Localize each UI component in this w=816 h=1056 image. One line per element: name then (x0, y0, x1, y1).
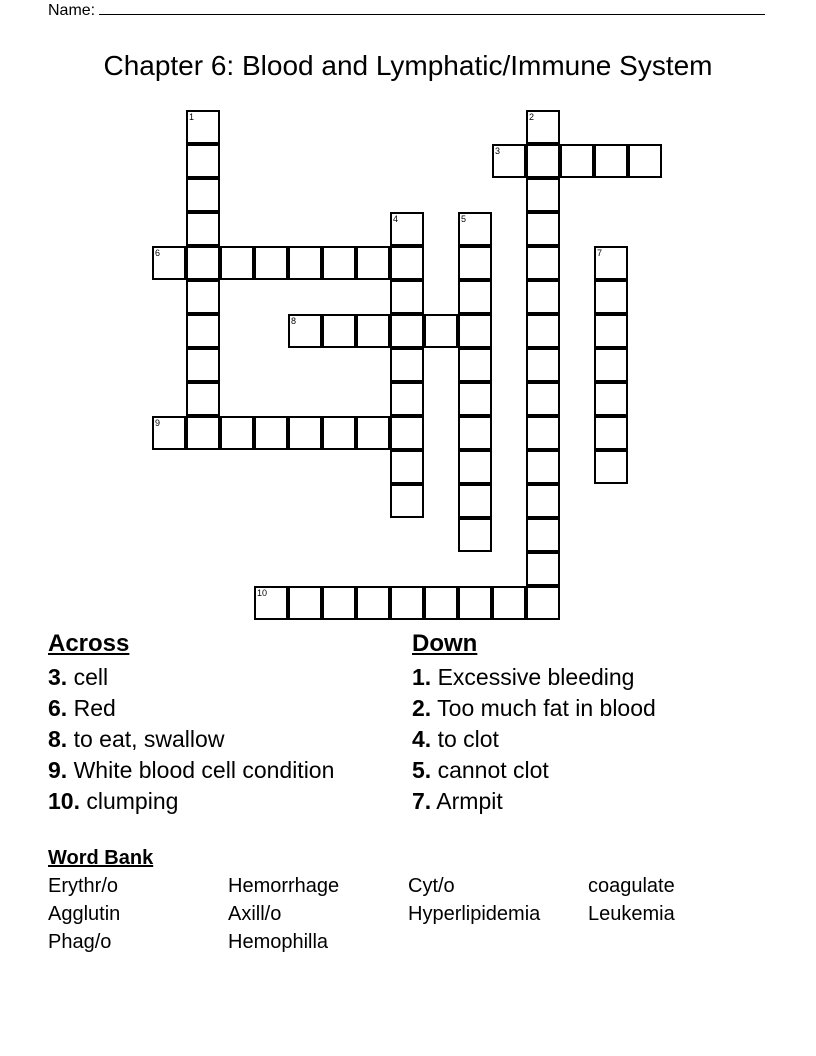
clue-number: 4 (393, 214, 399, 224)
crossword-cell[interactable] (594, 280, 628, 314)
crossword-cell[interactable] (492, 586, 526, 620)
crossword-cell[interactable] (526, 416, 560, 450)
crossword-cell[interactable] (186, 212, 220, 246)
clue-text: Red (67, 695, 116, 721)
crossword-cell[interactable] (458, 382, 492, 416)
crossword-cell[interactable] (526, 382, 560, 416)
crossword-cell[interactable] (322, 246, 356, 280)
crossword-cell[interactable] (390, 586, 424, 620)
word-bank-heading: Word Bank (48, 847, 154, 869)
crossword-cell[interactable] (186, 178, 220, 212)
clue-item (412, 788, 503, 814)
crossword-cell[interactable] (526, 246, 560, 280)
crossword-cell[interactable] (458, 314, 492, 348)
clue-item (412, 726, 499, 752)
crossword-cell[interactable] (526, 110, 560, 144)
clue-item (412, 695, 656, 721)
word-bank-item: Hyperlipidemia (408, 903, 541, 925)
crossword-cell[interactable] (254, 246, 288, 280)
clue-item (48, 757, 334, 783)
crossword-cell[interactable] (458, 586, 492, 620)
crossword-cell[interactable] (458, 518, 492, 552)
clue-item (48, 664, 108, 690)
clue-text: cell (67, 664, 109, 690)
crossword-cell[interactable] (288, 416, 322, 450)
clue-text: clumping (79, 788, 179, 814)
word-bank-item: coagulate (588, 875, 675, 897)
crossword-cell[interactable] (288, 246, 322, 280)
crossword-cell[interactable] (322, 416, 356, 450)
crossword-cell[interactable] (628, 144, 662, 178)
word-bank-item: Axill/o (228, 903, 282, 925)
crossword-cell[interactable] (594, 416, 628, 450)
clue-item (48, 726, 224, 752)
clue-text: to clot (431, 726, 499, 752)
clue-number-label: 4. (412, 726, 432, 752)
crossword-cell[interactable] (186, 110, 220, 144)
crossword-cell[interactable] (594, 246, 628, 280)
crossword-cell[interactable] (390, 348, 424, 382)
clue-number: 1 (189, 112, 195, 122)
clue-number: 6 (155, 248, 161, 258)
crossword-cell[interactable] (526, 280, 560, 314)
crossword-cell[interactable] (526, 518, 560, 552)
crossword-cell[interactable] (186, 348, 220, 382)
clue-text: Too much fat in blood (431, 695, 656, 721)
clue-number: 10 (257, 588, 268, 598)
crossword-cell[interactable] (356, 586, 390, 620)
word-bank-item: Agglutin (48, 903, 121, 925)
across-heading: Across (48, 630, 130, 657)
crossword-cell[interactable] (152, 416, 186, 450)
word-bank-item: Hemophilla (228, 931, 329, 953)
crossword-cell[interactable] (220, 416, 254, 450)
clue-number-label: 9. (48, 757, 68, 783)
crossword-cell[interactable] (560, 144, 594, 178)
crossword-cell[interactable] (424, 586, 458, 620)
crossword-cell[interactable] (322, 586, 356, 620)
crossword-cell[interactable] (526, 552, 560, 586)
clue-number: 5 (461, 214, 467, 224)
crossword-cell[interactable] (458, 246, 492, 280)
crossword-cell[interactable] (288, 314, 322, 348)
crossword-cell[interactable] (594, 144, 628, 178)
crossword-cell[interactable] (390, 280, 424, 314)
clue-number: 2 (529, 112, 535, 122)
crossword-cell[interactable] (526, 348, 560, 382)
crossword-cell[interactable] (186, 416, 220, 450)
clue-number: 7 (597, 248, 603, 258)
clue-number-label: 6. (48, 695, 68, 721)
clue-text: White blood cell condition (67, 757, 335, 783)
clue-text: Armpit (431, 788, 503, 814)
crossword-cell[interactable] (594, 450, 628, 484)
crossword-cell[interactable] (322, 314, 356, 348)
crossword-cell[interactable] (458, 416, 492, 450)
clue-number-label: 10. (48, 788, 80, 814)
clue-text: Excessive bleeding (431, 664, 635, 690)
crossword-cell[interactable] (458, 280, 492, 314)
crossword-cell[interactable] (186, 144, 220, 178)
crossword-cell[interactable] (186, 246, 220, 280)
word-bank-item: Hemorrhage (228, 875, 340, 897)
crossword-cell[interactable] (526, 212, 560, 246)
crossword-cell[interactable] (288, 586, 322, 620)
crossword-cell[interactable] (390, 450, 424, 484)
clue-number-label: 8. (48, 726, 68, 752)
crossword-cell[interactable] (526, 450, 560, 484)
page-title: Chapter 6: Blood and Lymphatic/Immune System (103, 50, 713, 81)
crossword-cell[interactable] (424, 314, 458, 348)
crossword-cell[interactable] (492, 144, 526, 178)
clue-number-label: 3. (48, 664, 68, 690)
crossword-cell[interactable] (526, 484, 560, 518)
clue-item (412, 757, 549, 783)
crossword-cell[interactable] (526, 314, 560, 348)
crossword-cell[interactable] (390, 416, 424, 450)
crossword-cell[interactable] (390, 246, 424, 280)
clue-number: 8 (291, 316, 297, 326)
crossword-cell[interactable] (390, 484, 424, 518)
crossword-cell[interactable] (390, 212, 424, 246)
clue-text: cannot clot (431, 757, 549, 783)
crossword-cell[interactable] (594, 314, 628, 348)
clue-number-label: 1. (412, 664, 432, 690)
crossword-cell[interactable] (186, 382, 220, 416)
crossword-cell[interactable] (220, 246, 254, 280)
word-bank-item: Phag/o (48, 931, 112, 953)
crossword-cell[interactable] (152, 246, 186, 280)
crossword-cell[interactable] (356, 314, 390, 348)
crossword-cell[interactable] (390, 314, 424, 348)
down-heading: Down (412, 630, 478, 657)
crossword-cell[interactable] (526, 178, 560, 212)
clue-item (412, 664, 634, 690)
word-bank-item: Cyt/o (408, 875, 455, 897)
crossword-cell[interactable] (458, 450, 492, 484)
crossword-cell[interactable] (594, 348, 628, 382)
crossword-cell[interactable] (526, 144, 560, 178)
clue-item (48, 788, 178, 814)
clue-number-label: 7. (412, 788, 432, 814)
crossword-cell[interactable] (458, 212, 492, 246)
crossword-cell[interactable] (186, 314, 220, 348)
crossword-cell[interactable] (186, 280, 220, 314)
crossword-cell[interactable] (458, 484, 492, 518)
crossword-cell[interactable] (594, 382, 628, 416)
word-bank-item: Erythr/o (48, 875, 119, 897)
crossword-cell[interactable] (390, 382, 424, 416)
crossword-cell[interactable] (526, 586, 560, 620)
crossword-cell[interactable] (356, 416, 390, 450)
crossword-cell[interactable] (356, 246, 390, 280)
clue-item (48, 695, 116, 721)
crossword-cell[interactable] (458, 348, 492, 382)
clue-number: 3 (495, 146, 501, 156)
clue-number-label: 5. (412, 757, 432, 783)
word-bank-item: Leukemia (588, 903, 675, 925)
crossword-cell[interactable] (254, 416, 288, 450)
clue-number-label: 2. (412, 695, 432, 721)
clue-text: to eat, swallow (67, 726, 225, 752)
clue-number: 9 (155, 418, 161, 428)
crossword-cell[interactable] (254, 586, 288, 620)
name-label: Name: (48, 2, 96, 19)
